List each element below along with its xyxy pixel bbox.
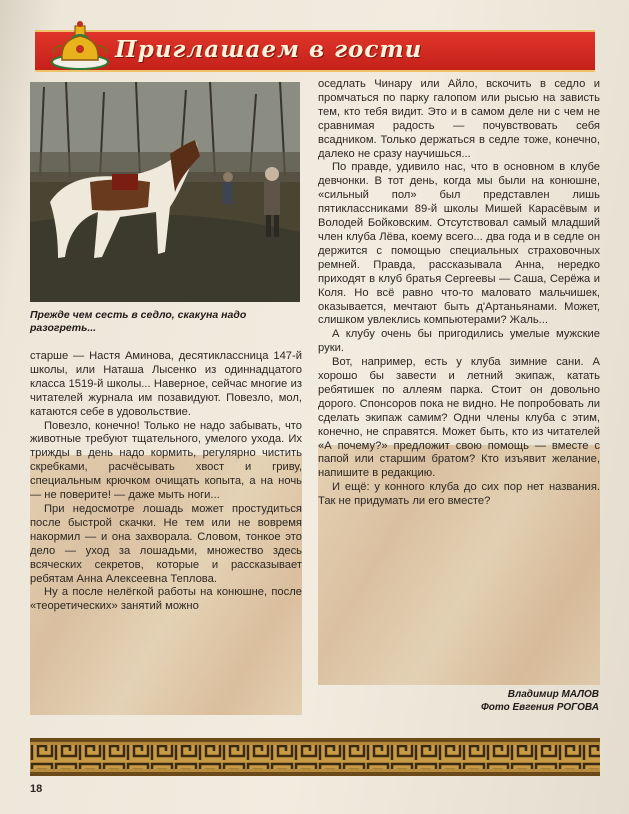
section-title: Приглашаем в гости (115, 36, 423, 63)
photographer-credit: Фото Евгения РОГОВА (480, 702, 599, 713)
samovar-icon (48, 18, 112, 74)
greek-key-ornament (30, 738, 600, 776)
paragraph: Ну а после нелёгкой работы на конюшне, после «теоретических» занятий можно (30, 586, 302, 613)
paragraph: Повезло, конечно! Только не надо забывать, что животные требуют тщательного, умелого ухода. Их трижды в день надо кормить, регулярно чистить скребками, расчёсывать хвост и гриву, специальным крючком очищать копыта, а на ночь — не поверите! — даже мыть ноги... (30, 419, 302, 502)
author-name: Владимир МАЛОВ (507, 689, 599, 700)
horse-photo (30, 82, 300, 302)
left-text-column (30, 350, 302, 614)
photo-caption: Прежде чем сесть в седло, скакуна надо разогреть... (30, 309, 247, 334)
paragraph: Вот, например, есть у клуба зимние сани. А хорошо бы завести и летний экипаж, катать ребятишек по аллеям парка. Стоит он довольно дорого. Спонсоров пока не видно. Не попробовать ли сделать экипаж самим? Одни члены клуба с этим, конечно, не справятся. Может быть, кто из читателей «А почему?» предложит свою помощь — вместе с папой или старшим братом? Кто изъявит желание, напишите в редакцию. (318, 356, 600, 480)
article-signature (299, 688, 599, 714)
page-number: 18 (30, 783, 43, 795)
paragraph: И ещё: у конного клуба до сих пор нет названия. Так не придумать ли его вместе? (318, 481, 600, 508)
paragraph: оседлать Чинару или Айло, вскочить в седло и промчаться по парку галопом или рысью на зависть тем, кто тебя видит. Это и в самом деле ни с чем не сравнимая радость — почувствовать себя всадником. Только держаться в седле тоже, конечно, далеко не сразу научишься... (318, 78, 600, 160)
horse-photo-image (30, 82, 300, 302)
section-banner (35, 30, 595, 72)
paragraph: А клубу очень бы пригодились умелые мужские руки. (318, 328, 600, 355)
paragraph: При недосмотре лошадь может простудиться после быстрой скачки. Не тем или не вовремя накормил — и она захворала. Словом, тонкое это дело — уход за лошадьми, множество здесь всяческих секретов, которые и рассказывает ребятам Анна Алексеевна Теплова. (30, 502, 302, 585)
right-text-column (318, 78, 600, 509)
paragraph: старше — Настя Аминова, десятиклассница 147-й школы, или Наташа Лысенко из одиннадцатого класса 1519-й школы... Наверное, сейчас многие из читателей журнала им позавидуют. Повезло, мол, катаются себе в удовольствие. (30, 350, 302, 418)
meander-pattern-icon (30, 738, 600, 776)
paragraph: По правде, удивило нас, что в основном в клубе девчонки. В тот день, когда мы были на конюшне, «сильный пол» был представлен лишь пятиклассниками 89-й школы Мишей Карасёвым и Володей Бойковским. Отсутствовал самый младший член клуба Лёва, коему всего... два года и в седле он держится с помощью специальных страховочных ремней. Правда, рассказывала Анна, нередко приходят в клуб братья Сергеевы — Саша, Серёжа и Коля. Но всё равно что-то маловато мальчишек, оказывается, мечтают быть д'Артаньянами. Может, слишком увлеклись компьютерами? Жаль... (318, 161, 600, 327)
